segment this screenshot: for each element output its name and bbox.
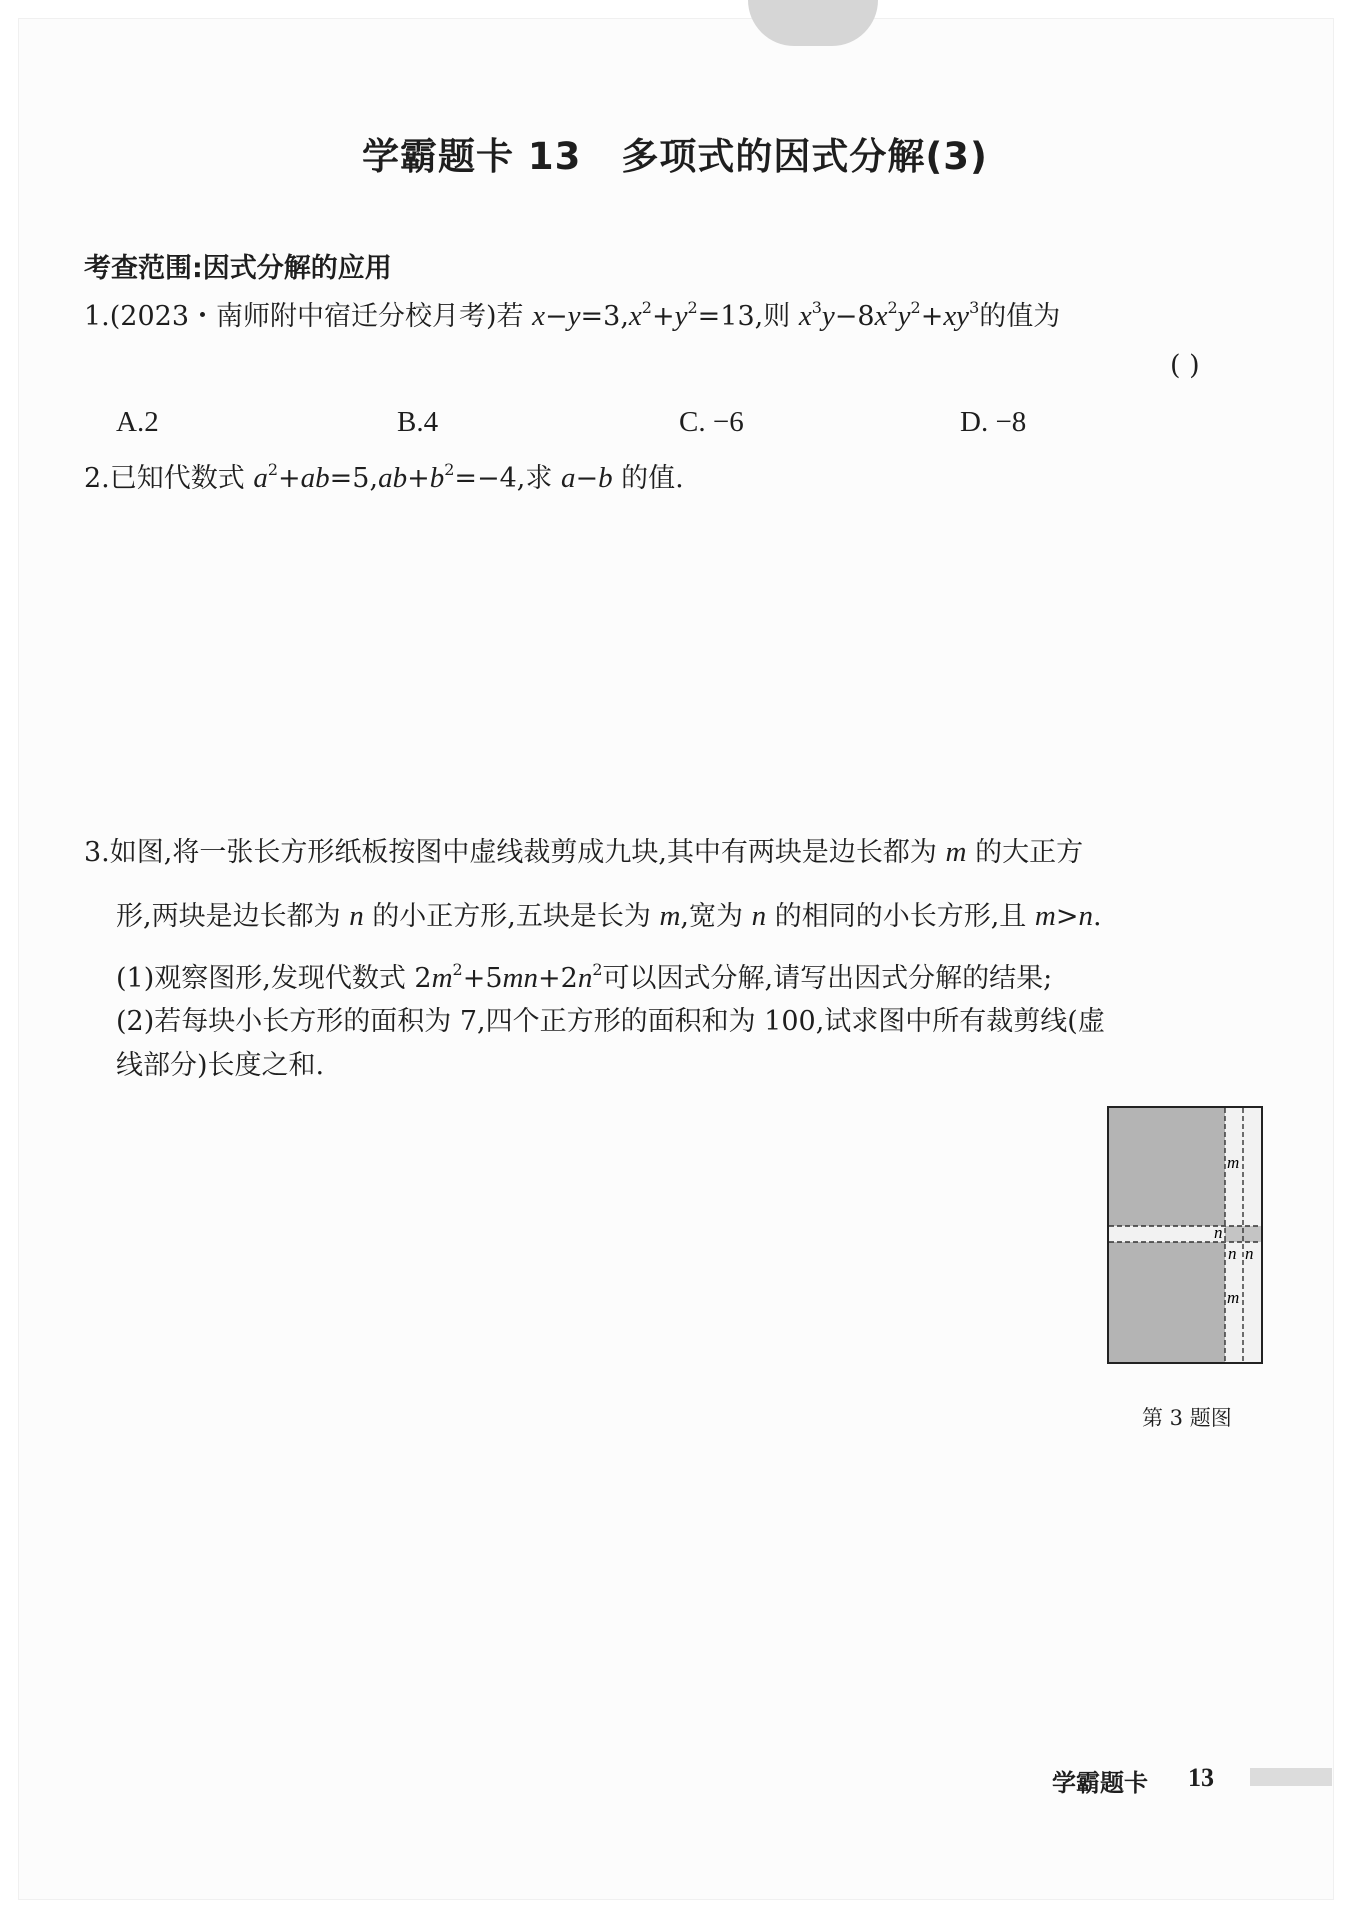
q3-number: 3. [84, 837, 110, 868]
scope-heading: 考查范围:因式分解的应用 [84, 253, 392, 284]
q2-expression: $a^2+ab=5,ab+b^2=-4$,求 a−b 的值. [253, 460, 684, 494]
q2-number: 2. [84, 463, 110, 494]
question-2 [84, 458, 684, 499]
page-title [0, 126, 1350, 180]
q1-option-b: B.4 [397, 406, 439, 438]
figure-label-n-1: n [1228, 1244, 1237, 1263]
figure-label-m-bottom: m [1227, 1288, 1240, 1307]
q1-option-a: A.2 [116, 406, 159, 438]
q1-condition: $x-y=3,x^2+y^2=13$,则 $x^3y-8x^2y^2+xy^3$的值为 [532, 298, 1061, 332]
question-3-line-1: 3.如图,将一张长方形纸板按图中虚线裁剪成九块,其中有两块是边长都为 m 的大正方 [84, 836, 1084, 868]
question-3-part-2-cont: 线部分)长度之和. [116, 1050, 325, 1081]
figure-label-n-2: n [1245, 1244, 1254, 1263]
title-subject: 多项式的因式分解(3) [621, 135, 988, 178]
figure-caption: 第 3 题图 [1142, 1406, 1232, 1430]
q2-lead: 已知代数式 [109, 463, 245, 494]
q1-option-d: D. −8 [960, 406, 1027, 438]
q1-number: 1. [84, 301, 110, 332]
question-3-line-2: 形,两块是边长都为 n 的小正方形,五块是长为 m,宽为 n 的相同的小长方形,且 m>n. [116, 900, 1102, 932]
question-3-part-2: (2)若每块小长方形的面积为 7,四个正方形的面积和为 100,试求图中所有裁剪线(虚 [116, 1006, 1105, 1037]
footer-bar [1250, 1768, 1332, 1786]
q1-if: 若 [496, 301, 524, 332]
q1-answer-bracket: ( ) [1170, 350, 1200, 381]
q1-option-c: C. −6 [679, 406, 744, 438]
question-1 [84, 296, 1060, 337]
footer-label: 学霸题卡 [1052, 1769, 1148, 1797]
figure-label-n-left: n [1214, 1223, 1223, 1242]
figure-label-m-top: m [1227, 1153, 1240, 1172]
page-number: 13 [1188, 1763, 1214, 1792]
question-3-part-1: (1)观察图形,发现代数式 $2m^2+5mn+2n^2$可以因式分解,请写出因式分解的结果; [116, 960, 1053, 994]
title-label: 学霸题卡 13 [362, 135, 582, 178]
q3-figure [1107, 1106, 1263, 1364]
q1-source: (2023・南师附中宿迁分校月考) [109, 301, 497, 332]
